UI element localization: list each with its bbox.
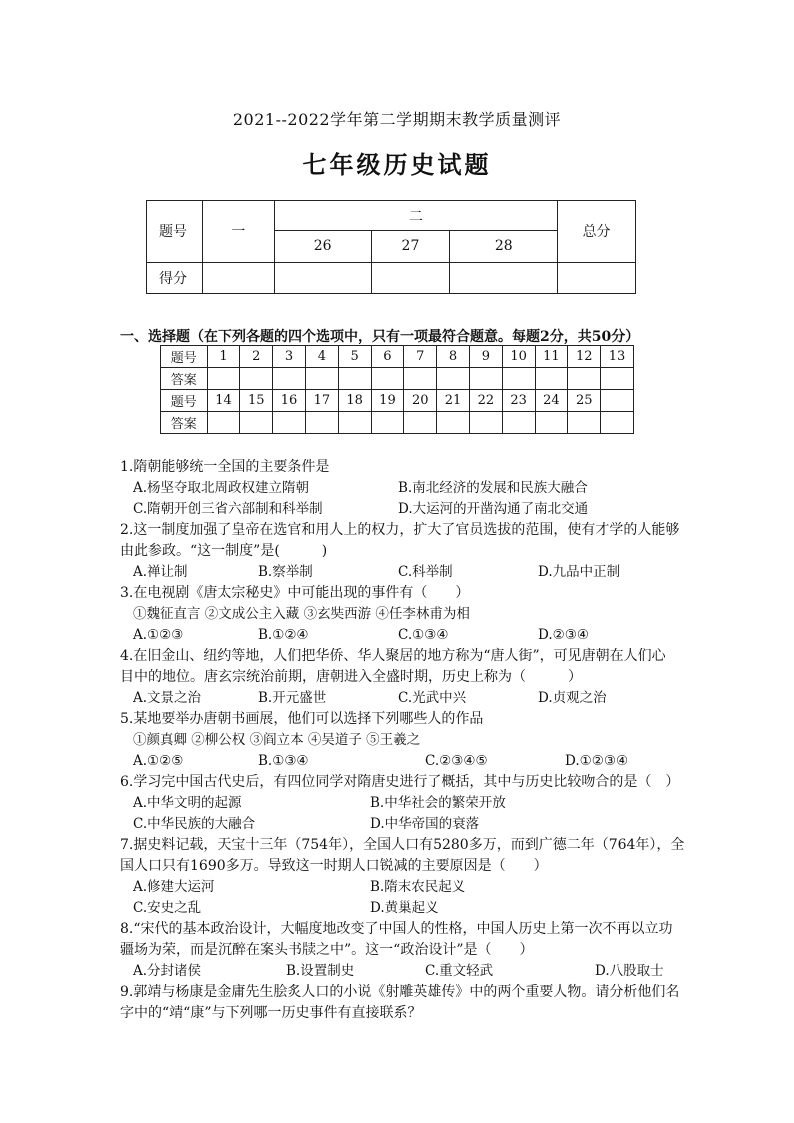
exam-subtitle: 2021--2022学年第二学期期末教学质量测评: [232, 110, 562, 129]
answer-cell[interactable]: [502, 412, 535, 434]
answer-tihao-label: 题号: [161, 390, 208, 412]
question-2-stem: 2.这一制度加强了皇帝在选官和用人上的权力，扩大了官员选拔的范围，使有才学的人能够: [120, 522, 680, 538]
question-number-cell: 9: [469, 346, 502, 368]
question-number-cell: 18: [338, 390, 371, 412]
question-8-stem-cont: 疆场为荣，而是沉醉在案头书牍之中”。这一“政治设计”是（ ）: [120, 942, 534, 958]
answer-cell[interactable]: [273, 412, 306, 434]
q8-option-c[interactable]: C.重文轻武: [425, 963, 494, 979]
question-number-cell: 19: [371, 390, 404, 412]
answer-cell[interactable]: [305, 412, 338, 434]
question-number-cell: 3: [273, 346, 306, 368]
question-number-cell: 15: [240, 390, 273, 412]
score-total-label: 总分: [558, 201, 636, 263]
q3-option-c[interactable]: C.①③④: [398, 627, 449, 643]
question-8-stem: 8.“宋代的基本政治设计，大幅度地改变了中国人的性格，中国人历史上第一次不再以立功: [120, 921, 673, 937]
score-cell[interactable]: [274, 262, 371, 293]
q3-option-b[interactable]: B.①②④: [258, 627, 309, 643]
question-number-cell: 8: [437, 346, 470, 368]
question-number-cell: 13: [601, 346, 634, 368]
q6-option-c[interactable]: C.中华民族的大融合: [133, 816, 256, 832]
question-number-cell: 20: [404, 390, 437, 412]
q4-option-c[interactable]: C.光武中兴: [398, 690, 467, 706]
answer-cell[interactable]: [371, 368, 404, 390]
q8-option-d[interactable]: D.八股取士: [595, 963, 664, 979]
answer-cell[interactable]: [502, 368, 535, 390]
answer-cell[interactable]: [338, 412, 371, 434]
answer-cell[interactable]: [568, 368, 601, 390]
score-cell[interactable]: [371, 262, 450, 293]
score-defen-label: 得分: [147, 262, 203, 293]
question-7-stem: 7.据史料记载，天宝十三年（754年），全国人口有5280多万，而到广德二年（764年），全: [120, 837, 685, 853]
score-table: [146, 200, 636, 294]
question-3-items: ①魏征直言 ②文成公主入藏 ③玄奘西游 ④任李林甫为相: [133, 606, 470, 622]
q1-option-d[interactable]: D.大运河的开凿沟通了南北交通: [398, 501, 589, 517]
question-4-stem-cont: 目中的地位。唐玄宗统治前期，唐朝进入全盛时期，历史上称为（ ）: [120, 669, 582, 685]
section-1-heading: 一、选择题（在下列各题的四个选项中，只有一项最符合题意。每题2分，共50分）: [120, 329, 640, 345]
q7-option-d[interactable]: D.黄巢起义: [370, 900, 439, 916]
answer-cell[interactable]: [338, 368, 371, 390]
answer-cell[interactable]: [601, 412, 634, 434]
q2-option-b[interactable]: B.察举制: [258, 564, 313, 580]
question-number-cell: 10: [502, 346, 535, 368]
q5-option-d[interactable]: D.①②③④: [565, 753, 629, 769]
question-9-stem-cont: 字中的“靖“康”与下列哪一历史事件有直接联系？: [120, 1005, 422, 1021]
q4-option-b[interactable]: B.开元盛世: [258, 690, 327, 706]
q2-option-a[interactable]: A.禅让制: [133, 564, 188, 580]
answer-tihao-label: 题号: [161, 346, 208, 368]
q7-option-b[interactable]: B.隋末农民起义: [370, 879, 466, 895]
answer-cell[interactable]: [273, 368, 306, 390]
q3-option-d[interactable]: D.②③④: [538, 627, 589, 643]
question-number-cell: 7: [404, 346, 437, 368]
q8-option-a[interactable]: A.分封诸侯: [133, 963, 202, 979]
answer-cell[interactable]: [437, 368, 470, 390]
answer-daan-label: 答案: [161, 412, 208, 434]
question-number-cell: 2: [240, 346, 273, 368]
answer-cell[interactable]: [404, 368, 437, 390]
score-sub-26: 26: [274, 231, 371, 262]
question-5-stem: 5.某地要举办唐朝书画展，他们可以选择下列哪些人的作品: [120, 711, 484, 727]
question-2-stem-cont: 由此参政。“这一制度”是( ): [120, 543, 328, 559]
q6-option-d[interactable]: D.中华帝国的衰落: [370, 816, 480, 832]
q5-option-c[interactable]: C.②③④⑤: [425, 753, 488, 769]
q2-option-d[interactable]: D.九品中正制: [538, 564, 621, 580]
q6-option-a[interactable]: A.中华文明的起源: [133, 795, 242, 811]
answer-cell[interactable]: [469, 368, 502, 390]
question-6-stem: 6.学习完中国古代史后，有四位同学对隋唐史进行了概括，其中与历史比较吻合的是（ ）: [120, 774, 680, 790]
exam-title: 七年级历史试题: [302, 150, 492, 179]
question-number-cell: 14: [207, 390, 240, 412]
question-9-stem: 9.郭靖与杨康是金庸先生脍炙人口的小说《射雕英雄传》中的两个重要人物。请分析他们名: [120, 984, 680, 1000]
question-number-cell: 24: [535, 390, 568, 412]
q3-option-a[interactable]: A.①②③: [133, 627, 184, 643]
question-1-stem: 1.隋朝能够统一全国的主要条件是: [120, 459, 330, 475]
question-number-cell: [601, 390, 634, 412]
question-7-stem-cont: 国人口只有1690多万。导致这一时期人口锐减的主要原因是（ ）: [120, 858, 548, 874]
q7-option-a[interactable]: A.修建大运河: [133, 879, 215, 895]
q7-option-c[interactable]: C.安史之乱: [133, 900, 202, 916]
question-number-cell: 16: [273, 390, 306, 412]
question-number-cell: 21: [437, 390, 470, 412]
answer-cell[interactable]: [207, 368, 240, 390]
score-sub-28: 28: [450, 231, 558, 262]
q1-option-b[interactable]: B.南北经济的发展和民族大融合: [398, 480, 588, 496]
score-cell[interactable]: [558, 262, 636, 293]
question-number-cell: 23: [502, 390, 535, 412]
q4-option-d[interactable]: D.贞观之治: [538, 690, 607, 706]
question-number-cell: 1: [207, 346, 240, 368]
answer-cell[interactable]: [437, 412, 470, 434]
question-3-stem: 3.在电视剧《唐太宗秘史》中可能出现的事件有（ ）: [120, 585, 470, 601]
question-number-cell: 12: [568, 346, 601, 368]
q6-option-b[interactable]: B.中华社会的繁荣开放: [370, 795, 506, 811]
question-number-cell: 5: [338, 346, 371, 368]
score-cell[interactable]: [202, 262, 274, 293]
q5-option-b[interactable]: B.①③④: [258, 753, 309, 769]
answer-cell[interactable]: [240, 368, 273, 390]
q1-option-a[interactable]: A.杨坚夺取北周政权建立隋朝: [133, 480, 310, 496]
answer-cell[interactable]: [601, 368, 634, 390]
question-number-cell: 4: [305, 346, 338, 368]
question-5-items: ①颜真卿 ②柳公权 ③阎立本 ④吴道子 ⑤王羲之: [133, 732, 421, 748]
answer-cell[interactable]: [469, 412, 502, 434]
score-col-1: 一: [202, 201, 274, 263]
answer-grid: [160, 345, 634, 434]
score-col-2: 二: [274, 201, 557, 231]
answer-daan-label: 答案: [161, 368, 208, 390]
question-number-cell: 25: [568, 390, 601, 412]
q5-option-a[interactable]: A.①②⑤: [133, 753, 184, 769]
answer-cell[interactable]: [240, 412, 273, 434]
score-cell[interactable]: [450, 262, 558, 293]
answer-cell[interactable]: [535, 368, 568, 390]
question-number-cell: 17: [305, 390, 338, 412]
answer-cell[interactable]: [568, 412, 601, 434]
q2-option-c[interactable]: C.科举制: [398, 564, 453, 580]
question-number-cell: 22: [469, 390, 502, 412]
score-sub-27: 27: [371, 231, 450, 262]
answer-cell[interactable]: [207, 412, 240, 434]
question-4-stem: 4.在旧金山、纽约等地，人们把华侨、华人聚居的地方称为“唐人街”，可见唐朝在人们心: [120, 648, 666, 664]
score-tihao-label: 题号: [147, 201, 203, 263]
question-number-cell: 6: [371, 346, 404, 368]
q1-option-c[interactable]: C.隋朝开创三省六部制和科举制: [133, 501, 323, 517]
answer-cell[interactable]: [371, 412, 404, 434]
question-number-cell: 11: [535, 346, 568, 368]
q8-option-b[interactable]: B.设置制史: [286, 963, 355, 979]
q4-option-a[interactable]: A.文景之治: [133, 690, 202, 706]
answer-cell[interactable]: [305, 368, 338, 390]
answer-cell[interactable]: [535, 412, 568, 434]
answer-cell[interactable]: [404, 412, 437, 434]
